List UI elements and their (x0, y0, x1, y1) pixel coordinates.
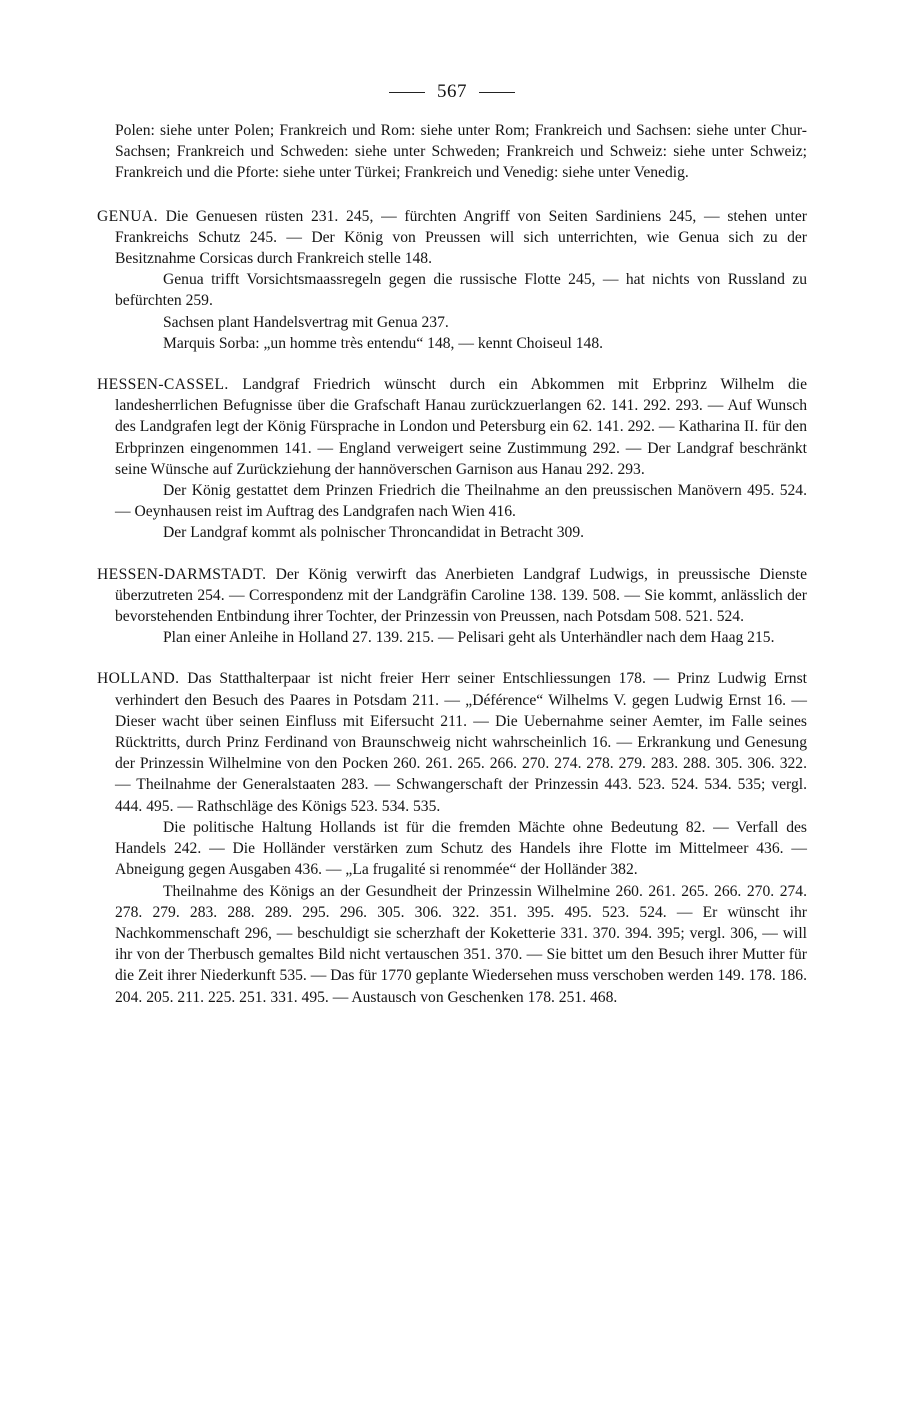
entry-hessen-cassel (97, 374, 807, 544)
entry-genua (97, 206, 807, 354)
entry-text: Der König verwirft das Anerbieten Landgraf Ludwigs, in preussische Dienste überzutreten 254. — Correspondenz mit der Landgräfin Caroline 138. 139. 508. — Sie kommt, anlässlich der bevorstehenden Entbindung ihrer Tochter, der Prinzessin von Preussen, nach Potsdam 508. 521. 524. (115, 565, 807, 626)
entry-first-paragraph (97, 374, 807, 480)
entry-heading: HESSEN-CASSEL. (97, 376, 229, 394)
entry-paragraph: Plan einer Anleihe in Holland 27. 139. 215. — Pelisari geht als Unterhändler nach dem Haag 215. (163, 629, 775, 647)
entry-paragraph: Sachsen plant Handelsvertrag mit Genua 237. (163, 313, 449, 331)
entry-paragraph: Der Landgraf kommt als polnischer Throncandidat in Betracht 309. (163, 524, 585, 542)
entry-paragraph: Die politische Haltung Hollands ist für die fremden Mächte ohne Bedeutung 82. — Verfall des Handels 242. — Die Holländer verstärken zum Schutz des Handels ihre Flotte im Mittelmeer 436. — Abneigung gegen Ausgaben 436. — „La frugalité si renommée“ der Holländer 382. (115, 818, 807, 879)
entry-paragraph: Marquis Sorba: „un homme très entendu“ 148, — kennt Choiseul 148. (163, 334, 604, 352)
entry-paragraph: Der König gestattet dem Prinzen Friedrich die Theilnahme an den preussischen Manövern 495. 524. — Oeynhausen reist im Auftrag des Landgrafen nach Wien 416. (115, 482, 807, 521)
page-number: 567 (437, 81, 467, 102)
entry-heading: HESSEN-DARMSTADT. (97, 565, 267, 583)
entry-text: Das Statthalterpaar ist nicht freier Herr seiner Entschliessungen 178. — Prinz Ludwig Ernst verhindert den Besuch des Paares in Potsdam 211. — „Déférence“ Wilhelms V. gegen Ludwig Ernst 16. — Dieser wacht über seinen Einfluss mit Eifersucht 211. — Die Uebernahme seiner Aemter, im Falle seines Rücktritts, durch Prinz Ferdinand von Braunschweig nicht wahrscheinlich 16. — Erkrankung und Genesung der Prinzessin Wilhelmine von den Pocken 260. 261. 265. 266. 270. 274. 278. 279. 283. 288. 305. 306. 322. — Theilnahme der Generalstaaten 283. — Schwangerschaft der Prinzessin 443. 523. 524. 534. 535; vergl. 444. 495. — Rathschläge des Königs 523. 534. 535. (115, 670, 808, 815)
intro-paragraph (97, 120, 807, 184)
entry-paragraph: Theilnahme des Königs an der Gesundheit der Prinzessin Wilhelmine 260. 261. 265. 266. 270. 274. 278. 279. 283. 288. 289. 295. 296. 305. 306. 322. 351. 395. 495. 523. 524. — Er wünscht ihr Nachkommenschaft 296, — beschuldigt sie scherzhaft der Koketterie 331. 370. 394. 395; vergl. 306, — will ihr von der Therbusch gemaltes Bild nicht vertauschen 351. 370. — Sie bittet um den Besuch ihrer Mutter für die Zeit ihrer Niederkunft 535. — Das für 1770 geplante Wiedersehen muss verschoben werden 149. 178. 186. 204. 205. 211. 225. 251. 331. 495. — Austausch von Geschenken 178. 251. 468. (115, 882, 807, 1006)
entry-first-paragraph (97, 564, 807, 628)
page-header (97, 80, 807, 104)
header-rule-left (389, 92, 425, 93)
entry-heading: GENUA. (97, 207, 158, 225)
index-page (97, 80, 807, 1028)
entry-first-paragraph (97, 668, 807, 816)
entry-holland (97, 668, 807, 1007)
entry-hessen-darmstadt (97, 564, 807, 649)
intro-text: Polen: siehe unter Polen; Frankreich und Rom: siehe unter Rom; Frankreich und Sachsen: siehe unter Chur-Sachsen; Frankreich und Schweden: siehe unter Schweden; Frankreich und Schweiz: siehe unter Schweiz; Frankreich und die Pforte: siehe unter Türkei; Frankreich und Venedig: siehe unter Venedig. (115, 122, 807, 182)
header-rule-right (479, 92, 515, 93)
entry-text: Landgraf Friedrich wünscht durch ein Abkommen mit Erbprinz Wilhelm die landesherrlichen Befugnisse über die Grafschaft Hanau zurückzuerlangen 62. 141. 292. 293. — Auf Wunsch des Landgrafen legt der König Fürsprache in London und Petersburg ein 62. 141. 292. — Katharina II. für den Erbprinzen eingenommen 141. — England verweigert seine Zustimmung 292. — Der Landgraf beschränkt seine Wünsche auf Zurückziehung der hannöverschen Garnison aus Hanau 292. 293. (115, 376, 807, 478)
entry-text: Die Genuesen rüsten 231. 245, — fürchten Angriff von Seiten Sardiniens 245, — stehen unter Frankreichs Schutz 245. — Der König von Preussen will sich unterrichten, wie Genua sich zu der Besitznahme Corsicas durch Frankreich stelle 148. (115, 207, 807, 268)
entry-first-paragraph (97, 206, 807, 270)
entry-paragraph: Genua trifft Vorsichtsmaassregeln gegen die russische Flotte 245, — hat nichts von Russland zu befürchten 259. (115, 271, 807, 310)
entry-heading: HOLLAND. (97, 670, 180, 688)
